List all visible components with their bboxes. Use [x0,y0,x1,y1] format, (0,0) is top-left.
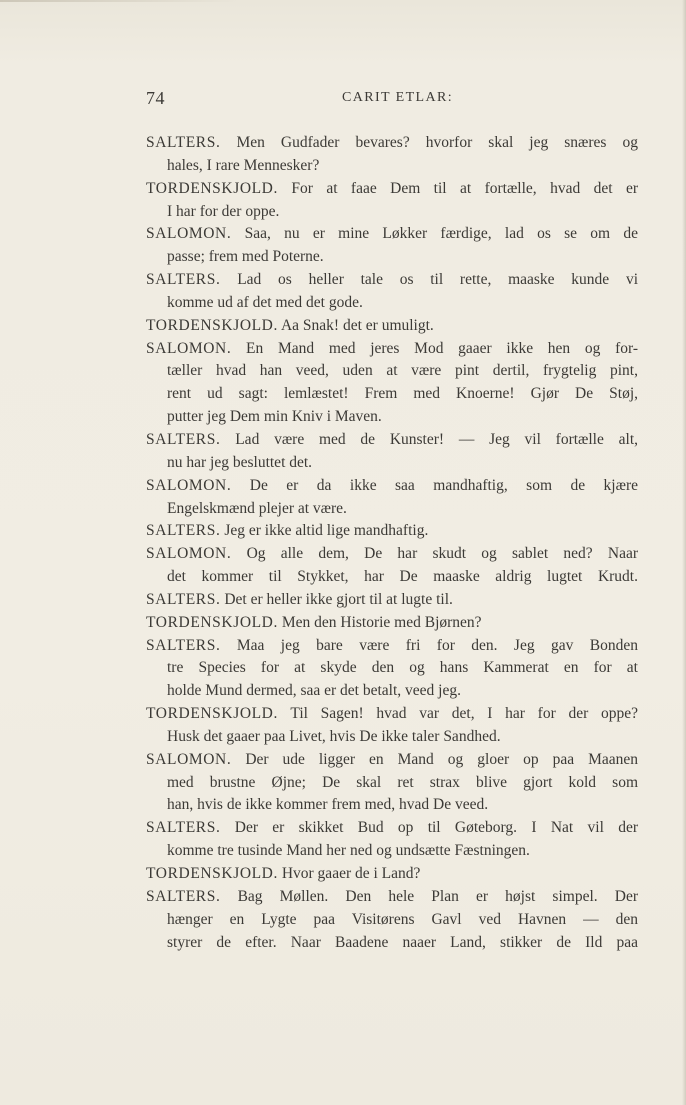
speaker-name: SALTERS. [146,430,221,448]
line-text: tre Species for at skyde den og hans Kammerat en for at [167,659,638,677]
text-line [146,612,638,635]
speaker-name: SALOMON. [146,476,232,494]
text-line [146,178,638,201]
page-edge-rule [0,0,240,2]
text-line [146,201,638,224]
text-line [146,223,638,246]
text-line [146,635,638,658]
page-number: 74 [146,88,165,108]
line-text: holde Mund dermed, saa er det betalt, veed jeg. [167,682,461,700]
speaker-name: TORDENSKJOLD. [146,613,278,631]
text-line [146,315,638,338]
line-text: styrer de efter. Naar Baadene naaer Land, stikker de Ild paa [167,933,638,951]
text-line [146,749,638,772]
speaker-name: SALOMON. [146,750,232,768]
line-text: I har for der oppe. [167,202,280,220]
line-text: Til Sagen! hvad var det, I har for der oppe? [290,705,638,723]
line-text: Lad os heller tale os til rette, maaske kunde vi [237,271,638,289]
line-text: med brustne Øjne; De skal ret strax blive gjort kold som [167,773,638,791]
line-text: komme ud af det med det gode. [167,293,363,311]
text-line [146,429,638,452]
line-text: rent ud sagt: lemlæstet! Frem med Knoerne! Gjør De Støj, [167,385,638,403]
line-text: Jeg er ikke altid lige mandhaftig. [224,522,429,540]
page-right-edge [682,0,686,1105]
line-text: Lad være med de Kunster! — Jeg vil fortælle alt, [235,430,639,448]
text-line [146,132,638,155]
running-head: CARIT ETLAR: [342,90,454,105]
line-text: Saa, nu er mine Løkker færdige, lad os se om de [244,225,639,243]
text-line [146,383,638,406]
speaker-name: SALTERS. [146,590,221,608]
text-line [146,909,638,932]
text-line [146,589,638,612]
line-text: putter jeg Dem min Kniv i Maven. [167,408,382,426]
speaker-name: SALTERS. [146,636,221,654]
speaker-name: SALTERS. [146,522,221,540]
text-line [146,520,638,543]
text-line [146,269,638,292]
line-text: hænger en Lygte paa Visitørens Gavl ved Havnen — den [167,910,638,928]
line-text: Engelskmænd plejer at være. [167,499,347,517]
text-line [146,406,638,429]
text-line [146,840,638,863]
line-text: Hvor gaaer de i Land? [281,865,421,882]
speaker-name: SALOMON. [146,225,232,243]
text-line [146,794,638,817]
text-line [146,475,638,498]
line-text: passe; frem med Poterne. [167,248,324,266]
speaker-name: SALTERS. [146,819,221,837]
text-line [146,292,638,315]
text-line [146,886,638,909]
dialogue-text [146,132,638,954]
line-text: Men Gudfader bevares? hvorfor skal jeg snæres og [236,134,639,151]
text-line [146,246,638,269]
line-text: Maa jeg bare være fri for den. Jeg gav Bonden [236,636,638,654]
speaker-name: SALTERS. [146,271,221,289]
line-text: komme tre tusinde Mand her ned og undsætte Fæstningen. [167,842,530,860]
line-text: Husk det gaaer paa Livet, hvis De ikke taler Sandhed. [167,727,501,745]
line-text: Og alle dem, De har skudt og sablet ned? Naar [246,545,639,563]
text-line [146,703,638,726]
speaker-name: SALOMON. [146,339,232,357]
line-text: det kommer til Stykket, har De maaske aldrig lugtet Krudt. [167,568,638,586]
line-text: Bag Møllen. Den hele Plan er højst simpel. Der [237,887,638,905]
line-text: tæller hvad han veed, uden at være pint dertil, frygtelig pint, [167,362,638,380]
line-text: Aa Snak! det er umuligt. [280,316,434,334]
line-text: En Mand med jeres Mod gaaer ikke hen og for- [246,339,638,357]
line-text: nu har jeg besluttet det. [167,453,313,471]
text-line [146,726,638,749]
text-line [146,452,638,475]
text-line [146,155,638,178]
line-text: Der ude ligger en Mand og gloer op paa Maanen [245,750,638,768]
text-line [146,657,638,680]
text-line [146,543,638,566]
line-text: Der er skikket Bud op til Gøteborg. I Nat vil der [234,819,639,837]
text-line [146,360,638,383]
line-text: De er da ikke saa mandhaftig, som de kjære [249,476,638,494]
speaker-name: TORDENSKJOLD. [146,865,278,882]
text-line [146,338,638,361]
speaker-name: TORDENSKJOLD. [146,316,278,334]
line-text: han, hvis de ikke kommer frem med, hvad De veed. [167,796,489,814]
text-line [146,772,638,795]
speaker-name: TORDENSKJOLD. [146,705,278,723]
text-line [146,566,638,589]
speaker-name: TORDENSKJOLD. [146,179,278,197]
page-header [146,88,640,112]
speaker-name: SALTERS. [146,134,221,151]
line-text: hales, I rare Mennesker? [167,156,320,174]
text-line [146,863,638,886]
text-line [146,817,638,840]
text-line [146,680,638,703]
speaker-name: SALTERS. [146,887,221,905]
line-text: Det er heller ikke gjort til at lugte til. [224,590,453,608]
text-line [146,932,638,955]
text-line [146,498,638,521]
line-text: Men den Historie med Bjørnen? [281,613,482,631]
speaker-name: SALOMON. [146,545,232,563]
line-text: For at faae Dem til at fortælle, hvad det er [291,179,639,197]
